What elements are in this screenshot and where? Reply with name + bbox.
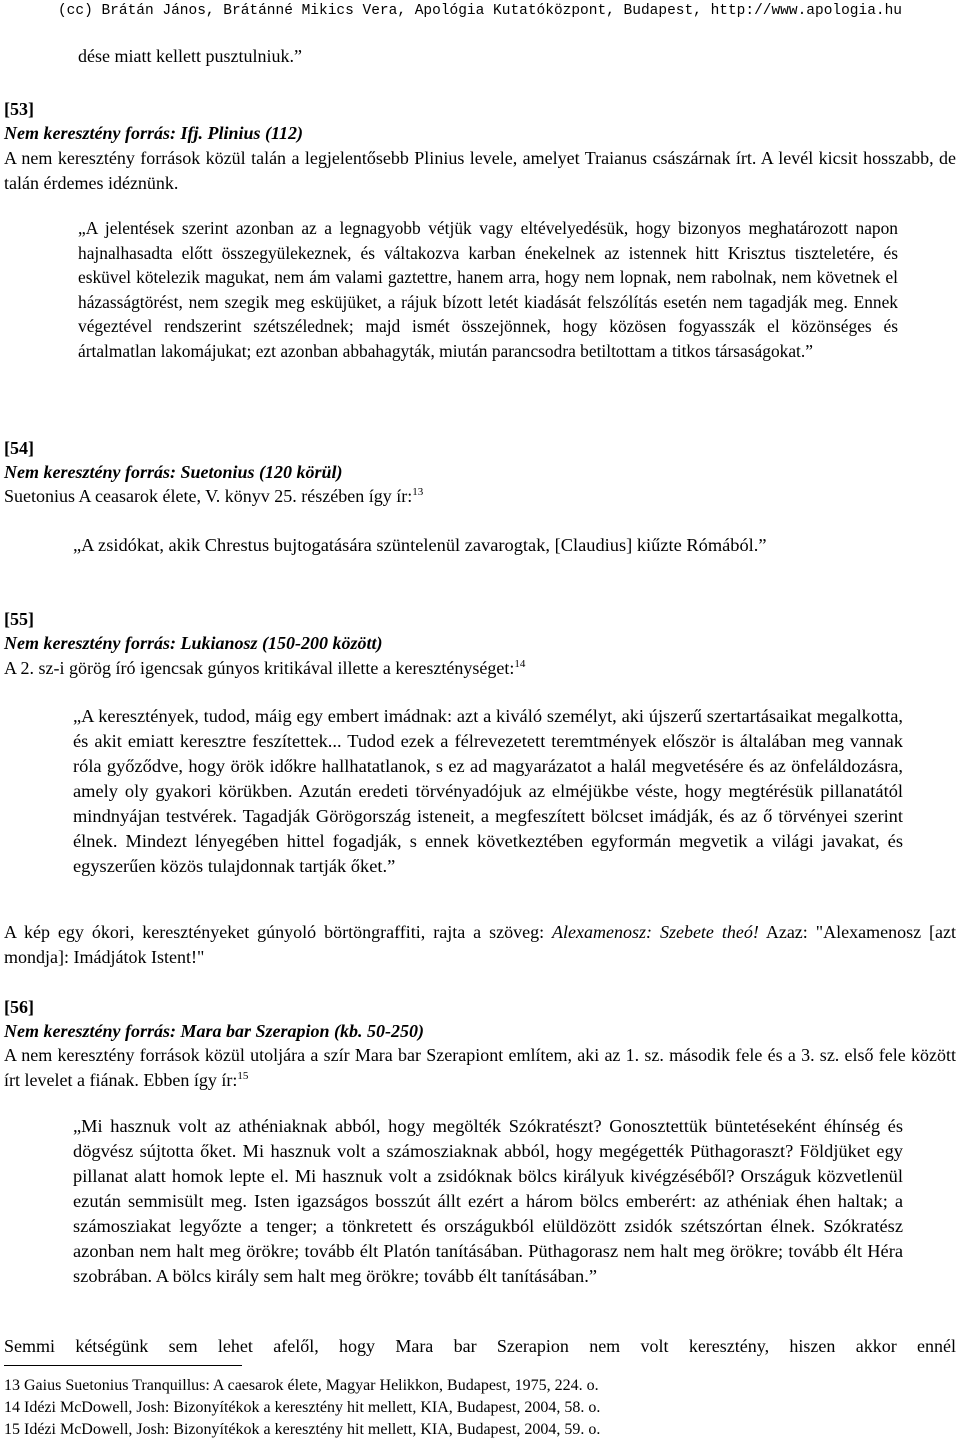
quote-lukianosz: „A keresztények, tudod, máig egy embert imádnak: azt a kiváló személyt, aki újszerű szertartásaikat megalkotta, és akit emiatt keresztre feszítettek... Tudod ezek a félrevezetett teremtmények először is általában meg vannak róla győződve, hogy örök időkre hallhatatlanok, s ez ad magyarázatot a halál megvetésére és az önfeláldozásra, amely oly gyakori körükben. Azután eredeti törvényadójuk az elméjükbe véste, hogy megtérésük pillanatától mindnyájan testvérek. Tagadják Görögország isteneit, a megfeszített bölcset imádják, és az ő törvényei szerint élnek. Mindezt lényegében hittel fogadják, s ennek következtében egyformán megvetik a világi javakat, és egyszerűen közös tulajdonnak tartják őket.” <box>73 706 903 876</box>
section-intro-56: A nem keresztény források közül utoljára a szír Mara bar Szerapiont említem, aki az 1. sz. második fele és a 3. sz. első fele között írt levelet a fiának. Ebben így ír:$^{15}$ <box>4 1045 956 1090</box>
footnote-15: 15 Idézi McDowell, Josh: Bizonyítékok a keresztény hit mellett, KIA, Budapest, 2004, 59. o. <box>4 1421 601 1438</box>
graffiti-inscription: Alexamenosz: Szebete theó! <box>552 922 759 942</box>
section-intro-55: A 2. sz-i görög író igencsak gúnyos kritikával illette a kereszténységet:$^{14}$ <box>4 658 526 678</box>
graffiti-caption: A kép egy ókori, keresztényeket gúnyoló börtöngraffiti, rajta a szöveg: Alexamenosz: Szebete theó! Azaz: "Alexamenosz [azt mondja]: Imádjátok Istent!" <box>4 922 956 967</box>
section-number-54: [54] <box>4 438 34 458</box>
quote-plinius: „A jelentések szerint azonban az a legnagyobb vétjük vagy eltévelyedésük, hogy bizonyos meghatározott napon hajnalhasadta előtt összegyülekeznek, és váltakozva karban énekelnek az istennek hitt Krisztus tiszteletére, és esküvel kötelezik magukat, nem ám valami gaztettre, hanem arra, hogy nem lopnak, nem rabolnak, nem követnek el házasságtörést, nem szegik meg esküjüket, a rájuk bízott letét kiadását felszólítás esetén nem tagadják meg. Ennek végeztével rendszerint szétszélednek; majd ismét összejönnek, hogy közösen fogyasszák el közönséges és ártalmatlan lakomájukat; ezt azonban abbahagyták, miután parancsodra betiltottam a titkos társaságokat.” <box>78 218 898 361</box>
section-heading-53: Nem keresztény forrás: Ifj. Plinius (112) <box>4 123 303 143</box>
section-heading-55: Nem keresztény forrás: Lukianosz (150-200 között) <box>4 633 383 653</box>
section-number-56: [56] <box>4 997 34 1017</box>
closing-text: Semmi kétségünk sem lehet afelől, hogy Mara bar Szerapion nem volt keresztény, hiszen akkor ennél <box>4 1336 956 1356</box>
footnote-separator <box>4 1365 242 1366</box>
quote-suetonius: „A zsidókat, akik Chrestus bujtogatására szüntelenül zavarogtak, [Claudius] kiűzte Rómából.” <box>73 535 767 555</box>
section-intro-54: Suetonius A ceasarok élete, V. könyv 25. részében így ír:$^{13}$ <box>4 486 424 506</box>
quote-mara-bar-szerapion: „Mi hasznuk volt az athéniaknak abból, hogy megölték Szókratészt? Gonosztettük büntetéseként éhínség és dögvész sújtotta őket. Mi hasznuk volt a számosziaknak abból, hogy megégették Püthagoraszt? Földjüket egy pillanat alatt homok lepte el. Mi hasznuk volt a zsidóknak bölcs királyuk kivégzéséből? Országuk közvetlenül ezután semmisült meg. Isten igazságos bosszút állt ezért a három bölcs emberért: az athéniak éhen haltak; a számosziakat legyőzte a tenger; a tönkretett és országukból elüldözött zsidók szétszórtan élnek. Szókratész azonban nem halt meg örökre; tovább élt Platón tanításában. Püthagorasz nem halt meg örökre; tovább élt Héra szobrában. A bölcs király sem halt meg örökre; tovább élt tanításában.” <box>73 1116 903 1286</box>
footnote-ref-13: 13 <box>412 486 424 498</box>
footnote-ref-14: 14 <box>514 658 526 670</box>
footnote-ref-15: 15 <box>237 1069 249 1082</box>
page-header: (cc) Brátán János, Brátánné Mikics Vera, Apológia Kutatóközpont, Budapest, http://www.apologia.hu <box>57 3 903 19</box>
section-intro-53: A nem keresztény források közül talán a legjelentősebb Plinius levele, amelyet Traianus császárnak írt. A levél kicsit hosszabb, de talán érdemes idéznünk. <box>4 148 956 193</box>
footnote-13: 13 Gaius Suetonius Tranquillus: A caesarok élete, Magyar Helikkon, Budapest, 1975, 224. o. <box>4 1377 599 1394</box>
footnote-14: 14 Idézi McDowell, Josh: Bizonyítékok a keresztény hit mellett, KIA, Budapest, 2004, 58. o. <box>4 1399 601 1416</box>
section-number-55: [55] <box>4 609 34 629</box>
continuation-text: dése miatt kellett pusztulniuk.” <box>78 46 302 66</box>
section-heading-56: Nem keresztény forrás: Mara bar Szerapion (kb. 50-250) <box>4 1021 424 1041</box>
section-heading-54: Nem keresztény forrás: Suetonius (120 körül) <box>4 462 343 482</box>
section-number-53: [53] <box>4 99 34 119</box>
